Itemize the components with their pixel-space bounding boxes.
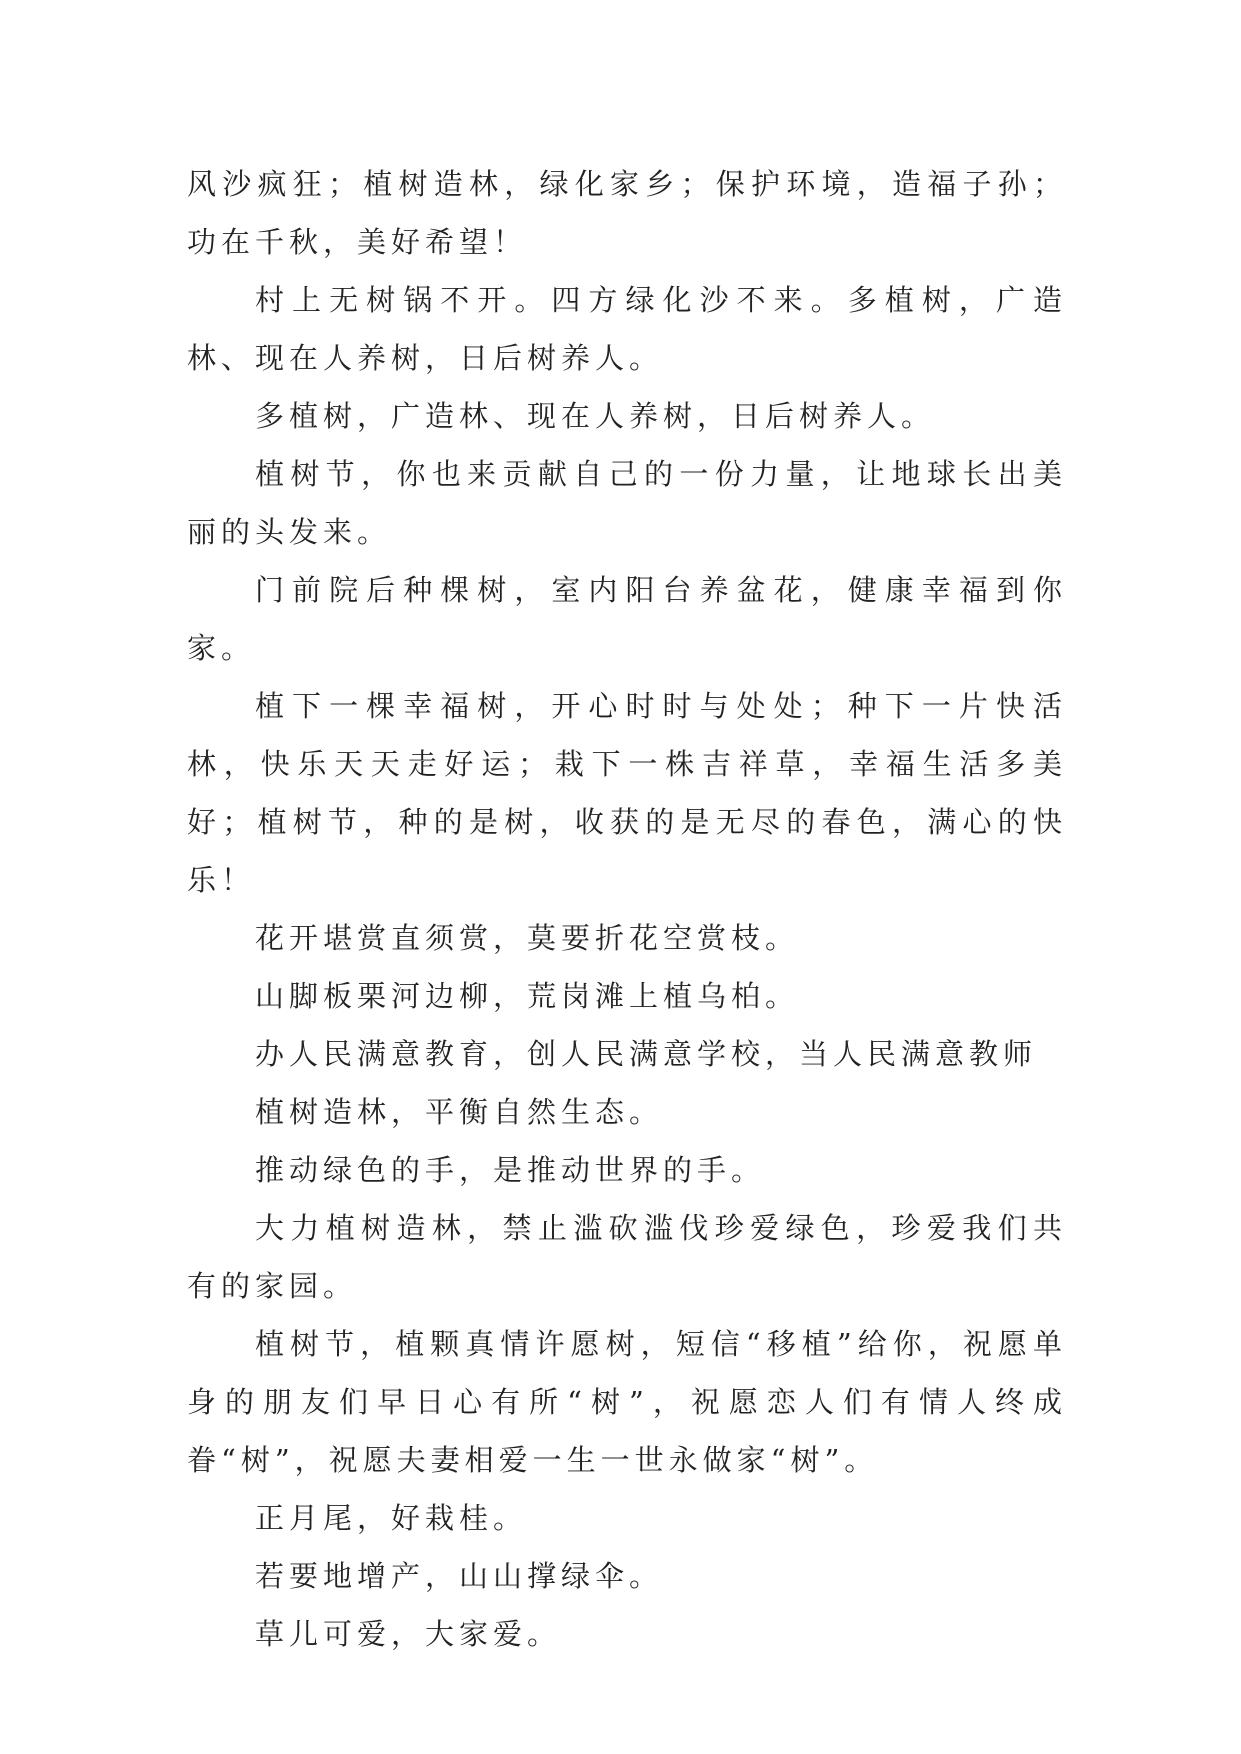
paragraph: 推动绿色的手，是推动世界的手。 (255, 1153, 766, 1187)
document-body (187, 155, 1067, 1663)
paragraph: 正月尾，好栽桂。 (255, 1501, 528, 1535)
paragraph: 花开堪赏直须赏，莫要折花空赏枝。 (255, 921, 800, 955)
paragraph: 若要地增产，山山撑绿伞。 (255, 1559, 664, 1593)
paragraph: 植树造林，平衡自然生态。 (255, 1095, 664, 1129)
paragraph: 植树节，植颗真情许愿树，短信“移植”给你，祝愿单身的朋友们早日心有所“树”，祝愿恋人们有情人终成眷“树”，祝愿夫妻相爱一生一世永做家“树”。 (187, 1327, 1067, 1477)
paragraph: 门前院后种棵树，室内阳台养盆花，健康幸福到你家。 (187, 573, 1067, 665)
paragraph: 草儿可爱，大家爱。 (255, 1617, 562, 1651)
paragraph: 植下一棵幸福树，开心时时与处处；种下一片快活林，快乐天天走好运；栽下一株吉祥草，幸福生活多美好；植树节，种的是树，收获的是无尽的春色，满心的快乐！ (187, 689, 1067, 897)
paragraph: 植树节，你也来贡献自己的一份力量，让地球长出美丽的头发来。 (187, 457, 1067, 549)
paragraph: 办人民满意教育，创人民满意学校，当人民满意教师 (255, 1037, 1038, 1071)
paragraph: 山脚板栗河边柳，荒岗滩上植乌柏。 (255, 979, 800, 1013)
paragraph: 村上无树锅不开。四方绿化沙不来。多植树，广造林、现在人养树，日后树养人。 (187, 283, 1067, 375)
paragraph: 大力植树造林，禁止滥砍滥伐珍爱绿色，珍爱我们共有的家园。 (187, 1211, 1067, 1303)
paragraph: 多植树，广造林、现在人养树，日后树养人。 (255, 399, 936, 433)
paragraph: 风沙疯狂；植树造林，绿化家乡；保护环境，造福子孙；功在千秋，美好希望！ (187, 167, 1067, 259)
